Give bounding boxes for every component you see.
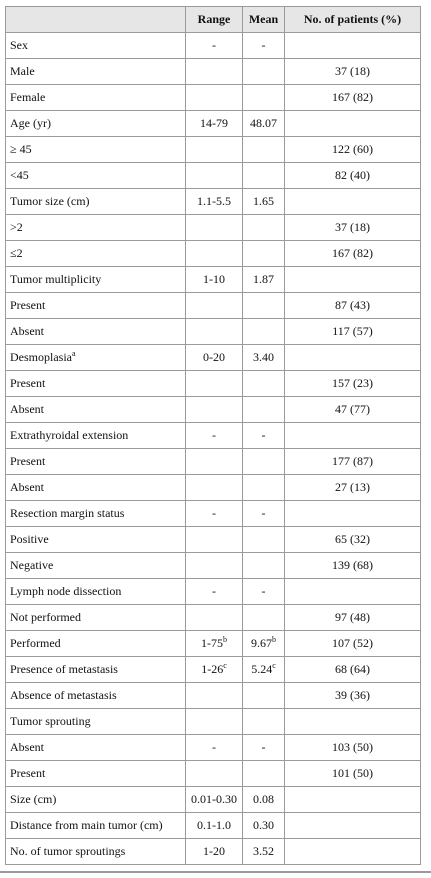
cell-patients	[285, 293, 421, 319]
table-row	[6, 267, 421, 293]
cell-patients-text: 68 (64)	[335, 662, 370, 676]
footnote-marker: a	[72, 349, 76, 358]
cell-patients	[285, 423, 421, 449]
cell-patients	[285, 631, 421, 657]
cell-patients	[285, 371, 421, 397]
cell-mean	[243, 787, 285, 813]
cell-patients	[285, 267, 421, 293]
cell-variable-text: Absent	[10, 324, 44, 338]
cell-patients-text: 177 (87)	[332, 454, 373, 468]
table-row	[6, 163, 421, 189]
cell-mean-text: 0.08	[253, 792, 274, 806]
cell-patients	[285, 527, 421, 553]
clinicopathologic-table	[5, 6, 421, 865]
table-row	[6, 319, 421, 345]
cell-range	[186, 397, 243, 423]
cell-range-text: -	[212, 740, 216, 754]
cell-variable-text: Present	[10, 766, 46, 780]
cell-mean	[243, 59, 285, 85]
cell-patients-text: 82 (40)	[335, 168, 370, 182]
table-row	[6, 33, 421, 59]
cell-range	[186, 475, 243, 501]
table-row	[6, 475, 421, 501]
header-variable	[6, 7, 186, 33]
cell-mean	[243, 33, 285, 59]
cell-range-text: -	[212, 584, 216, 598]
cell-mean-text: 9.67	[251, 636, 272, 650]
cell-range	[186, 371, 243, 397]
cell-variable	[6, 709, 186, 735]
table-row	[6, 423, 421, 449]
cell-patients-text: 37 (18)	[335, 64, 370, 78]
cell-mean	[243, 319, 285, 345]
cell-variable-text: Performed	[10, 636, 61, 650]
cell-mean	[243, 709, 285, 735]
cell-patients	[285, 241, 421, 267]
cell-variable-text: Tumor size (cm)	[10, 194, 90, 208]
cell-patients	[285, 33, 421, 59]
cell-mean	[243, 267, 285, 293]
cell-mean	[243, 397, 285, 423]
cell-variable-text: ≥ 45	[10, 142, 32, 156]
cell-variable-text: Not performed	[10, 610, 81, 624]
cell-mean-text: 0.30	[253, 818, 274, 832]
cell-range	[186, 319, 243, 345]
cell-range	[186, 813, 243, 839]
cell-range	[186, 631, 243, 657]
cell-patients-text: 122 (60)	[332, 142, 373, 156]
cell-mean	[243, 735, 285, 761]
footnote-marker: c	[272, 661, 276, 670]
cell-patients	[285, 605, 421, 631]
cell-variable-text: Tumor sprouting	[10, 714, 91, 728]
cell-patients-text: 39 (36)	[335, 688, 370, 702]
cell-variable	[6, 605, 186, 631]
cell-patients-text: 107 (52)	[332, 636, 373, 650]
cell-patients	[285, 501, 421, 527]
table-row	[6, 657, 421, 683]
cell-mean-text: 48.07	[250, 116, 277, 130]
cell-variable-text: >2	[10, 220, 23, 234]
cell-patients-text: 97 (48)	[335, 610, 370, 624]
cell-mean	[243, 189, 285, 215]
table-row	[6, 787, 421, 813]
cell-variable-text: Size (cm)	[10, 792, 57, 806]
cell-variable	[6, 449, 186, 475]
cell-range	[186, 579, 243, 605]
cell-variable	[6, 553, 186, 579]
cell-variable-text: Absent	[10, 740, 44, 754]
cell-patients	[285, 709, 421, 735]
cell-patients-text: 117 (57)	[332, 324, 373, 338]
cell-variable	[6, 787, 186, 813]
cell-variable-text: Extrathyroidal extension	[10, 428, 129, 442]
cell-patients-text: 37 (18)	[335, 220, 370, 234]
table-row	[6, 553, 421, 579]
header-mean: Mean	[243, 7, 285, 33]
cell-range	[186, 189, 243, 215]
cell-patients	[285, 813, 421, 839]
cell-variable	[6, 501, 186, 527]
cell-variable-text: Resection margin status	[10, 506, 125, 520]
cell-variable	[6, 267, 186, 293]
cell-variable	[6, 59, 186, 85]
cell-mean	[243, 579, 285, 605]
cell-range-text: 0-20	[203, 350, 225, 364]
cell-variable-text: Present	[10, 376, 46, 390]
cell-mean	[243, 215, 285, 241]
cell-range-text: 1-10	[203, 272, 225, 286]
table-row	[6, 449, 421, 475]
cell-patients	[285, 345, 421, 371]
cell-variable	[6, 189, 186, 215]
table-row	[6, 527, 421, 553]
cell-variable	[6, 813, 186, 839]
table-row	[6, 683, 421, 709]
cell-variable	[6, 527, 186, 553]
cell-mean	[243, 163, 285, 189]
table-row	[6, 345, 421, 371]
cell-range	[186, 33, 243, 59]
cell-variable	[6, 163, 186, 189]
cell-patients-text: 65 (32)	[335, 532, 370, 546]
cell-patients	[285, 475, 421, 501]
cell-patients	[285, 761, 421, 787]
cell-variable	[6, 735, 186, 761]
cell-variable	[6, 319, 186, 345]
cell-mean	[243, 293, 285, 319]
cell-variable-text: Absent	[10, 402, 44, 416]
cell-range	[186, 709, 243, 735]
cell-mean-text: -	[261, 740, 266, 754]
cell-variable-text: Sex	[10, 38, 28, 52]
cell-patients	[285, 839, 421, 865]
cell-mean	[243, 813, 285, 839]
cell-variable-text: Male	[10, 64, 35, 78]
cell-range	[186, 85, 243, 111]
footnote-marker: c	[223, 661, 227, 670]
cell-range-text: -	[212, 428, 216, 442]
cell-patients-text: 167 (82)	[332, 246, 373, 260]
cell-range-text: -	[212, 506, 216, 520]
cell-mean	[243, 371, 285, 397]
cell-variable	[6, 137, 186, 163]
cell-range	[186, 683, 243, 709]
cell-patients-text: 139 (68)	[332, 558, 373, 572]
cell-variable-text: Female	[10, 90, 46, 104]
cell-range	[186, 215, 243, 241]
cell-range	[186, 423, 243, 449]
table-row	[6, 501, 421, 527]
cell-patients	[285, 735, 421, 761]
cell-mean-text: 1.65	[253, 194, 274, 208]
cell-range	[186, 293, 243, 319]
cell-variable-text: Lymph node dissection	[10, 584, 122, 598]
cell-mean	[243, 605, 285, 631]
table-body	[6, 33, 421, 865]
cell-mean	[243, 527, 285, 553]
cell-variable-text: ≤2	[10, 246, 23, 260]
cell-patients-text: 27 (13)	[335, 480, 370, 494]
cell-patients	[285, 111, 421, 137]
cell-mean	[243, 839, 285, 865]
cell-range	[186, 267, 243, 293]
cell-variable	[6, 683, 186, 709]
cell-variable-text: <45	[10, 168, 29, 182]
cell-patients	[285, 553, 421, 579]
cell-range-text: -	[212, 38, 216, 52]
cell-patients-text: 101 (50)	[332, 766, 373, 780]
cell-range	[186, 527, 243, 553]
cell-mean	[243, 345, 285, 371]
cell-variable-text: Distance from main tumor (cm)	[10, 818, 163, 832]
cell-variable-text: Tumor multiplicity	[10, 272, 102, 286]
cell-range	[186, 111, 243, 137]
cell-variable	[6, 345, 186, 371]
cell-patients	[285, 787, 421, 813]
cell-variable	[6, 85, 186, 111]
cell-variable-text: Age (yr)	[10, 116, 51, 130]
table-row	[6, 813, 421, 839]
cell-range	[186, 241, 243, 267]
table-row	[6, 839, 421, 865]
cell-range	[186, 163, 243, 189]
cell-variable	[6, 215, 186, 241]
cell-variable-text: Present	[10, 454, 46, 468]
cell-patients	[285, 85, 421, 111]
table-row	[6, 371, 421, 397]
cell-patients-text: 157 (23)	[332, 376, 373, 390]
cell-range-text: 0.01-0.30	[191, 792, 237, 806]
cell-range-text: 1-26	[201, 662, 224, 676]
cell-range	[186, 657, 243, 683]
table-row	[6, 735, 421, 761]
cell-mean	[243, 111, 285, 137]
table-row	[6, 397, 421, 423]
table-row	[6, 189, 421, 215]
cell-range-text: 0.1-1.0	[197, 818, 231, 832]
cell-range	[186, 449, 243, 475]
cell-mean	[243, 657, 285, 683]
cell-range	[186, 137, 243, 163]
table-row	[6, 59, 421, 85]
cell-variable	[6, 579, 186, 605]
cell-patients	[285, 189, 421, 215]
cell-range	[186, 787, 243, 813]
header-patients: No. of patients (%)	[285, 7, 421, 33]
footnote-marker: b	[272, 635, 276, 644]
table-bottom-rule	[0, 871, 431, 873]
table-row	[6, 761, 421, 787]
cell-range-text: 1.1-5.5	[197, 194, 231, 208]
table-row	[6, 137, 421, 163]
table-row	[6, 579, 421, 605]
cell-mean-text: -	[261, 584, 266, 598]
cell-mean	[243, 761, 285, 787]
cell-mean	[243, 449, 285, 475]
cell-variable	[6, 241, 186, 267]
cell-range	[186, 553, 243, 579]
table-row	[6, 631, 421, 657]
cell-patients-text: 47 (77)	[335, 402, 370, 416]
cell-patients	[285, 59, 421, 85]
cell-mean	[243, 85, 285, 111]
cell-range-text: 14-79	[200, 116, 228, 130]
cell-variable-text: Positive	[10, 532, 49, 546]
cell-variable	[6, 475, 186, 501]
cell-variable-text: Present	[10, 298, 46, 312]
cell-patients-text: 103 (50)	[332, 740, 373, 754]
cell-mean	[243, 475, 285, 501]
cell-range	[186, 605, 243, 631]
cell-variable-text: Presence of metastasis	[10, 662, 118, 676]
cell-patients	[285, 319, 421, 345]
cell-range	[186, 761, 243, 787]
cell-mean	[243, 683, 285, 709]
cell-variable-text: Absent	[10, 480, 44, 494]
cell-mean-text: 5.24	[251, 662, 273, 676]
cell-variable	[6, 111, 186, 137]
cell-patients	[285, 137, 421, 163]
cell-range	[186, 59, 243, 85]
cell-range-text: 1-20	[203, 844, 225, 858]
cell-range	[186, 735, 243, 761]
cell-variable	[6, 423, 186, 449]
cell-patients-text: 87 (43)	[335, 298, 370, 312]
cell-variable-text: No. of tumor sproutings	[10, 844, 126, 858]
cell-patients	[285, 657, 421, 683]
cell-patients	[285, 215, 421, 241]
footnote-marker: b	[223, 635, 227, 644]
cell-variable-text: Desmoplasia	[10, 350, 72, 364]
table-row	[6, 111, 421, 137]
cell-range	[186, 501, 243, 527]
cell-variable-text: Negative	[10, 558, 54, 572]
cell-patients	[285, 683, 421, 709]
cell-variable	[6, 631, 186, 657]
cell-range	[186, 345, 243, 371]
table-row	[6, 293, 421, 319]
cell-mean-text: 3.40	[253, 350, 274, 364]
cell-mean	[243, 137, 285, 163]
cell-variable	[6, 293, 186, 319]
cell-variable	[6, 839, 186, 865]
cell-variable	[6, 657, 186, 683]
cell-mean	[243, 241, 285, 267]
cell-variable	[6, 397, 186, 423]
table-row	[6, 709, 421, 735]
cell-mean	[243, 553, 285, 579]
cell-variable	[6, 33, 186, 59]
cell-patients	[285, 449, 421, 475]
cell-patients-text: 167 (82)	[332, 90, 373, 104]
cell-mean-text: -	[261, 506, 266, 520]
cell-mean-text: -	[261, 38, 266, 52]
cell-variable	[6, 371, 186, 397]
header-range: Range	[186, 7, 243, 33]
header-row	[6, 7, 421, 33]
table-row	[6, 605, 421, 631]
table-row	[6, 241, 421, 267]
cell-patients	[285, 397, 421, 423]
table-row	[6, 85, 421, 111]
cell-mean-text: 3.52	[253, 844, 274, 858]
cell-mean	[243, 631, 285, 657]
cell-variable	[6, 761, 186, 787]
cell-mean	[243, 423, 285, 449]
cell-range	[186, 839, 243, 865]
cell-mean-text: -	[261, 428, 266, 442]
table-row	[6, 215, 421, 241]
cell-patients	[285, 579, 421, 605]
cell-range-text: 1-75	[201, 636, 223, 650]
cell-patients	[285, 163, 421, 189]
cell-variable-text: Absence of metastasis	[10, 688, 117, 702]
cell-mean	[243, 501, 285, 527]
cell-mean-text: 1.87	[253, 272, 274, 286]
